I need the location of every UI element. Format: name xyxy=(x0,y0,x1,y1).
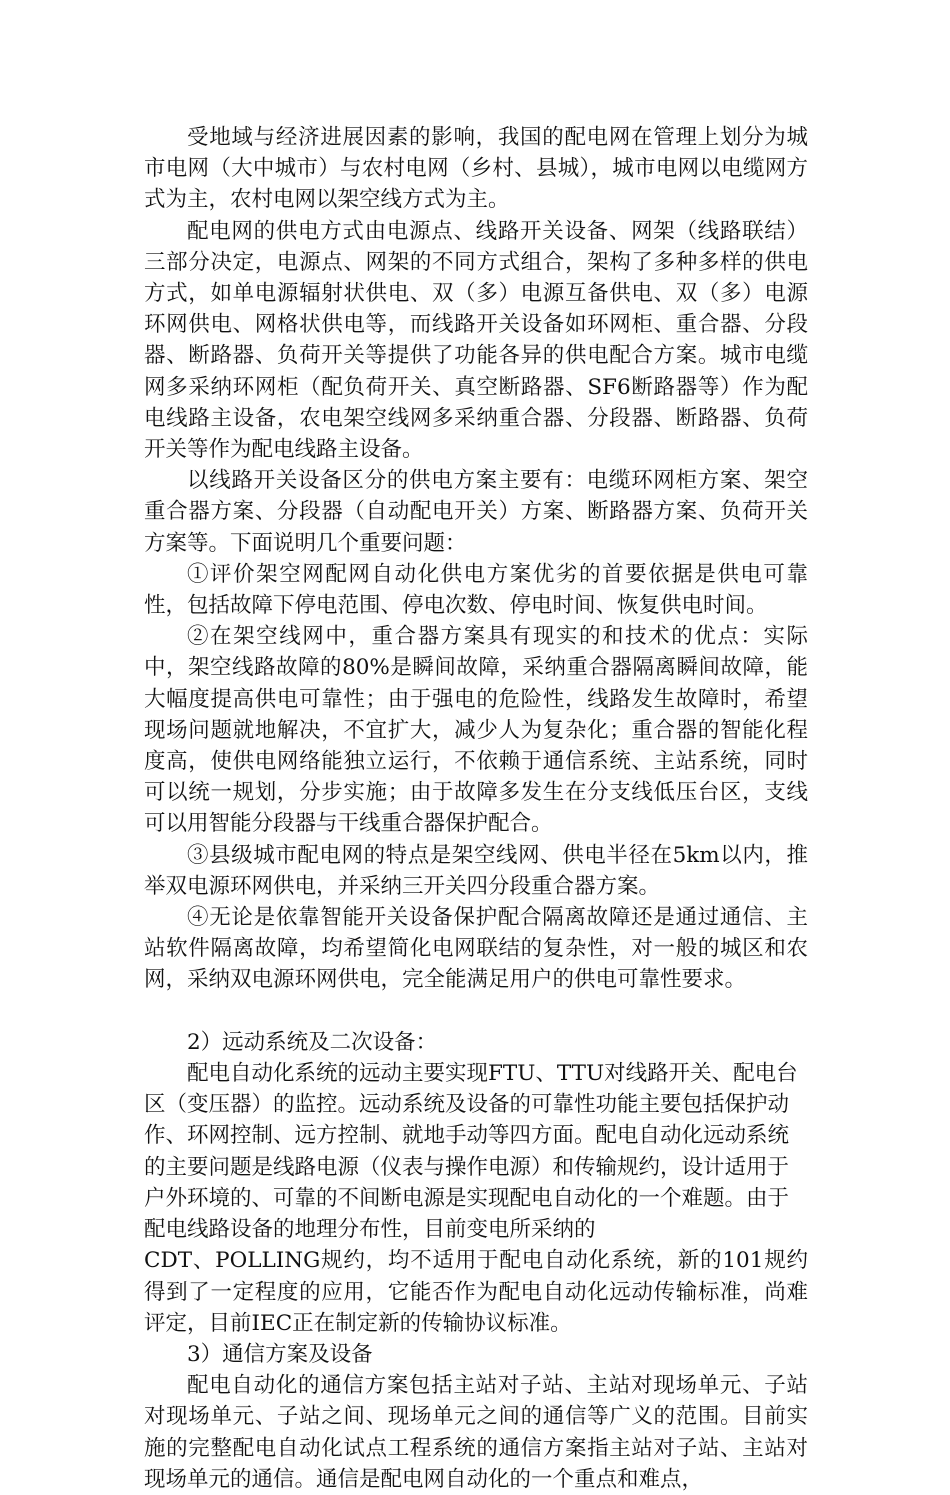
section-heading: 3）通信方案及设备 xyxy=(187,1341,373,1367)
paragraph: ③县级城市配电网的特点是架空线网、供电半径在5km以内，推举双电源环网供电，并采纳三开关四分段重合器方案。 xyxy=(144,842,808,899)
blank-line xyxy=(144,996,808,1027)
body-text xyxy=(144,122,808,1495)
paragraph: 配电网的供电方式由电源点、线路开关设备、网架（线路联结）三部分决定，电源点、网架的不同方式组合，架构了多种多样的供电方式，如单电源辐射状供电、双（多）电源互备供电、双（多）电源环网供电、网格状供电等，而线路开关设备如环网柜、重合器、分段器、断路器、负荷开关等提供了功能各异的供电配合方案。城市电缆网多采纳环网柜（配负荷开关、真空断路器、SF6断路器等）作为配电线路主设备，农电架空线网多采纳重合器、分段器、断路器、负荷开关等作为配电线路主设备。 xyxy=(144,218,808,463)
paragraph: 以线路开关设备区分的供电方案主要有：电缆环网柜方案、架空重合器方案、分段器（自动配电开关）方案、断路器方案、负荷开关方案等。下面说明几个重要问题： xyxy=(144,468,808,556)
paragraph: 配电自动化的通信方案包括主站对子站、主站对现场单元、子站对现场单元、子站之间、现场单元之间的通信等广义的范围。目前实施的完整配电自动化试点工程系统的通信方案指主站对子站、主站对现场单元的通信。通信是配电网自动化的一个重点和难点， xyxy=(144,1373,808,1492)
paragraph: ①评价架空网配网自动化供电方案优劣的首要依据是供电可靠性，包括故障下停电范围、停电次数、停电时间、恢复供电时间。 xyxy=(144,561,808,619)
paragraph: 受地域与经济进展因素的影响，我国的配电网在管理上划分为城市电网（大中城市）与农村电网（乡村、县城），城市电网以电缆网方式为主，农村电网以架空线方式为主。 xyxy=(144,125,808,213)
paragraph: ②在架空线网中，重合器方案具有现实的和技术的优点：实际中，架空线路故障的80%是瞬间故障，采纳重合器隔离瞬间故障，能大幅度提高供电可靠性；由于强电的危险性，线路发生故障时，希望现场问题就地解决，不宜扩大，减少人为复杂化；重合器的智能化程度高，使供电网络能独立运行，不依赖于通信系统、主站系统，同时可以统一规划，分步实施；由于故障多发生在分支线低压台区，支线可以用智能分段器与干线重合器保护配合。 xyxy=(144,624,808,837)
paragraph: ④无论是依靠智能开关设备保护配合隔离故障还是通过通信、主站软件隔离故障，均希望简化电网联结的复杂性，对一般的城区和农网，采纳双电源环网供电，完全能满足用户的供电可靠性要求。 xyxy=(144,905,808,993)
paragraph: CDT、POLLING规约，均不适用于配电自动化系统，新的101规约得到了一定程度的应用，它能否作为配电自动化远动传输标准，尚难评定，目前IEC正在制定新的传输协议标准。 xyxy=(144,1248,808,1336)
paragraph: 配电自动化系统的远动主要实现FTU、TTU对线路开关、配电台区（变压器）的监控。远动系统及设备的可靠性功能主要包括保护动作、环网控制、远方控制、就地手动等四方面。配电自动化远动系统的主要问题是线路电源（仪表与操作电源）和传输规约，设计适用于户外环境的、可靠的不间断电源是实现配电自动化的一个难题。由于配电线路设备的地理分布性，目前变电所采纳的 xyxy=(144,1061,798,1243)
section-heading: 2）远动系统及二次设备： xyxy=(187,1029,438,1055)
